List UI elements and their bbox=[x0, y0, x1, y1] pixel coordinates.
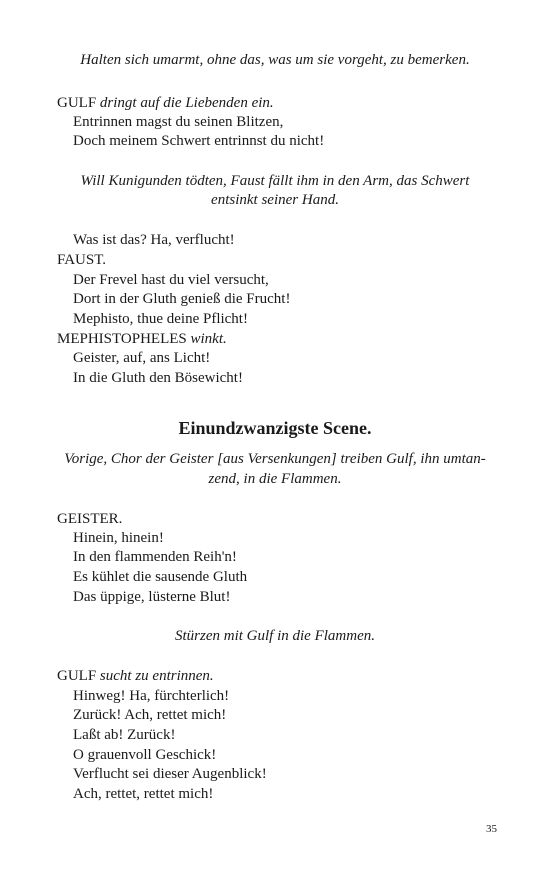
speaker-direction: winkt. bbox=[190, 331, 227, 347]
stage-direction: entsinkt seiner Hand. bbox=[211, 192, 339, 208]
speaker-name: MEPHISTOPHELES bbox=[57, 331, 187, 347]
speaker-line-gulf bbox=[57, 666, 214, 686]
stage-direction: Vorige, Chor der Geister [aus Versenkungen] treiben Gulf, ihn umtan- bbox=[64, 451, 486, 467]
verse-line: O grauenvoll Geschick! bbox=[73, 747, 217, 763]
verse-line: Laßt ab! Zurück! bbox=[73, 727, 176, 743]
scene-heading: Einundzwanzigste Scene. bbox=[178, 418, 372, 438]
page-number: 35 bbox=[486, 823, 497, 835]
verse-line: Dort in der Gluth genieß die Frucht! bbox=[73, 291, 291, 307]
stage-direction: zend, in die Flammen. bbox=[208, 471, 342, 487]
verse-line: In die Gluth den Bösewicht! bbox=[73, 370, 243, 386]
verse-line: In den flammenden Reih'n! bbox=[73, 549, 237, 565]
speaker-name: GEISTER. bbox=[57, 511, 123, 527]
speaker-line-gulf bbox=[57, 93, 274, 113]
stage-direction: Stürzen mit Gulf in die Flammen. bbox=[175, 628, 375, 644]
verse-line: Zurück! Ach, rettet mich! bbox=[73, 707, 227, 723]
speaker-line-mephisto bbox=[57, 329, 227, 349]
verse-line: Hinweg! Ha, fürchterlich! bbox=[73, 688, 230, 704]
verse-line: Es kühlet die sausende Gluth bbox=[73, 569, 248, 585]
verse-line: Mephisto, thue deine Pflicht! bbox=[73, 311, 248, 327]
stage-direction: Will Kunigunden tödten, Faust fällt ihm in den Arm, das Schwert bbox=[80, 173, 470, 189]
speaker-direction: dringt auf die Liebenden ein. bbox=[99, 95, 274, 111]
speaker-direction: sucht zu entrinnen. bbox=[99, 668, 214, 684]
verse-line: Hinein, hinein! bbox=[73, 530, 164, 546]
speaker-name: FAUST. bbox=[57, 252, 107, 268]
speaker-name: GULF bbox=[57, 668, 97, 684]
verse-line: Ach, rettet, rettet mich! bbox=[73, 786, 214, 802]
verse-line: Das üppige, lüsterne Blut! bbox=[73, 589, 231, 605]
speaker-name: GULF bbox=[57, 95, 97, 111]
verse-line: Entrinnen magst du seinen Blitzen, bbox=[73, 114, 284, 130]
stage-direction: Halten sich umarmt, ohne das, was um sie vorgeht, zu bemerken. bbox=[80, 52, 470, 68]
verse-line: Verflucht sei dieser Augenblick! bbox=[73, 766, 267, 782]
verse-line: Was ist das? Ha, verflucht! bbox=[73, 232, 235, 248]
verse-line: Der Frevel hast du viel versucht, bbox=[73, 272, 269, 288]
verse-line: Geister, auf, ans Licht! bbox=[73, 350, 211, 366]
verse-line: Doch meinem Schwert entrinnst du nicht! bbox=[73, 133, 325, 149]
